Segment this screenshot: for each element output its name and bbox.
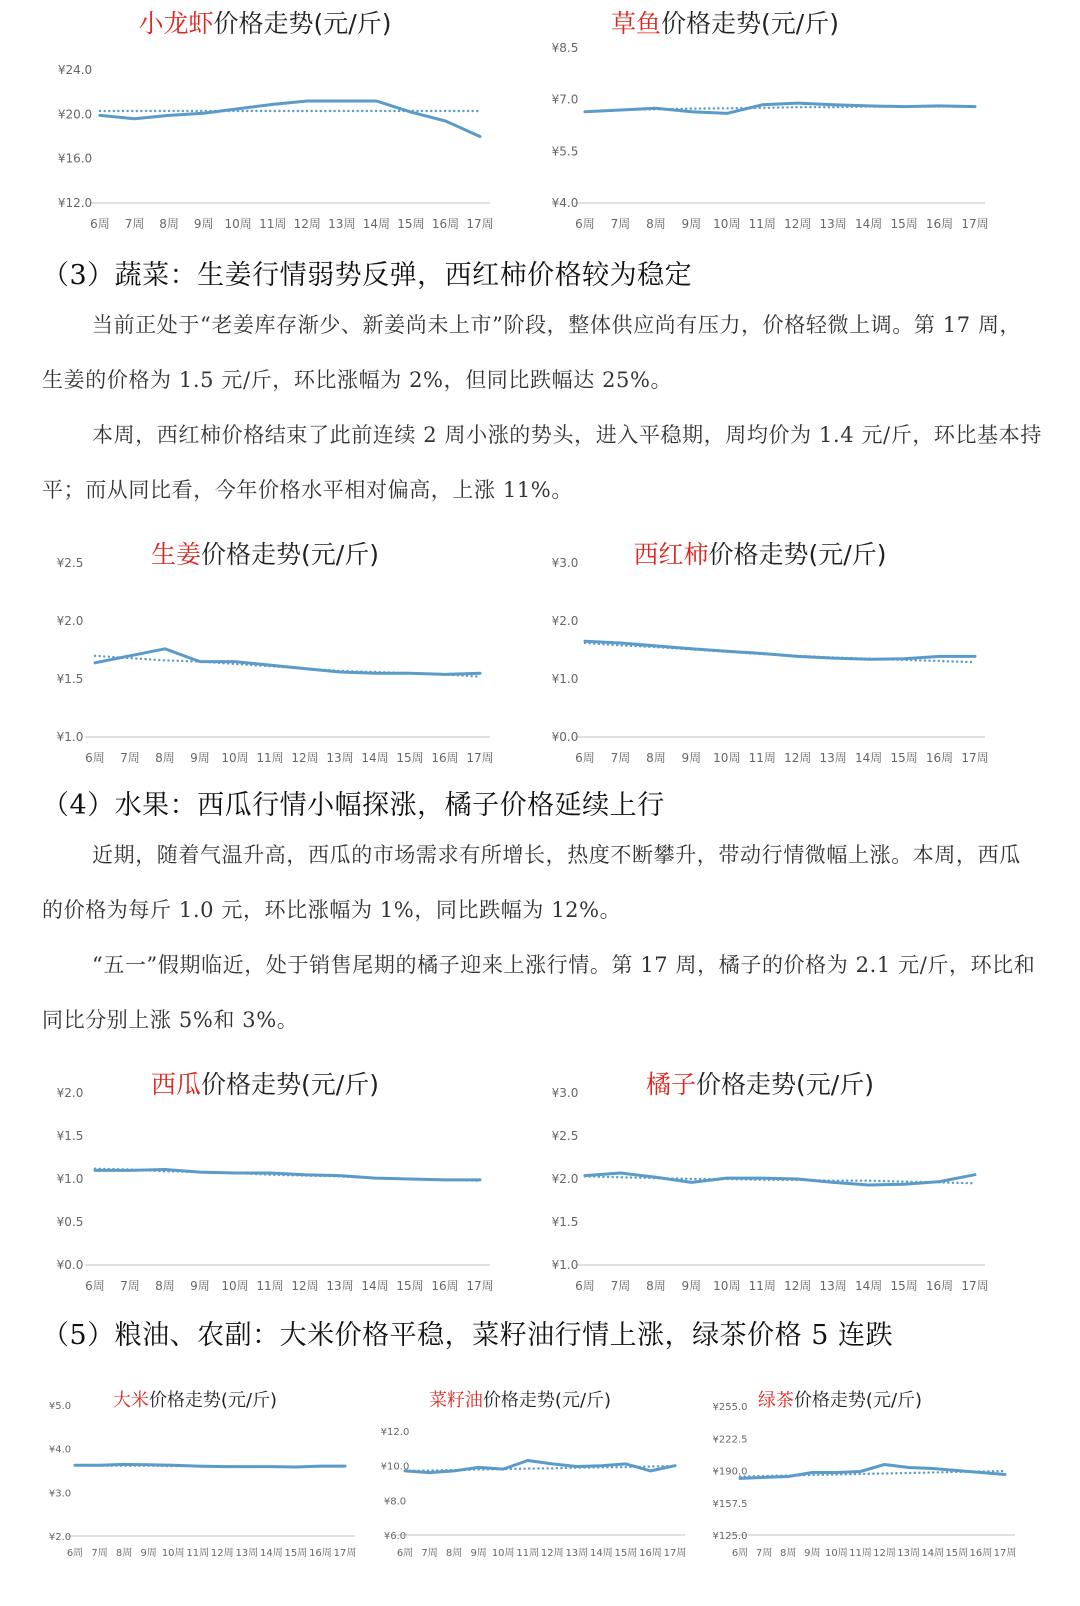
y-tick-label: ¥1.0 <box>56 730 84 744</box>
chart-title-highlight: 绿茶 <box>757 1390 794 1411</box>
x-tick-label: 15周 <box>397 217 425 231</box>
chart-title-rest: 价格走势(元/斤) <box>661 9 839 38</box>
y-tick-label: ¥4.0 <box>48 1444 72 1456</box>
x-tick-label: 7周 <box>421 1548 438 1559</box>
y-tick-label: ¥2.0 <box>551 614 579 628</box>
x-tick-label: 10周 <box>713 1279 741 1293</box>
x-tick-label: 9周 <box>190 1279 210 1293</box>
x-tick-label: 16周 <box>431 751 459 765</box>
x-tick-label: 15周 <box>890 751 918 765</box>
x-tick-label: 10周 <box>221 1279 249 1293</box>
y-tick-label: ¥2.5 <box>56 556 84 570</box>
paragraph-orange: “五一”假期临近，处于销售尾期的橘子迎来上涨行情。第 17 周，橘子的价格为 2.1 元/斤，环比和同比分别上涨 5%和 3%。 <box>42 953 1036 1032</box>
chart-title-highlight: 橘子 <box>646 1070 697 1099</box>
x-tick-label: 9周 <box>193 217 214 231</box>
chart-title-rest: 价格走势(元/斤) <box>148 1390 278 1411</box>
y-tick-label: ¥1.0 <box>551 672 579 686</box>
chart-svg <box>30 1060 500 1303</box>
x-tick-label: 9周 <box>681 217 702 231</box>
x-tick-label: 17周 <box>466 751 494 765</box>
green-tea-price-chart <box>690 1380 1020 1600</box>
x-tick-label: 15周 <box>284 1548 308 1559</box>
y-tick-label: ¥24.0 <box>57 63 93 77</box>
x-tick-label: 17周 <box>961 1279 989 1293</box>
x-tick-label: 6周 <box>90 217 110 231</box>
y-tick-label: ¥3.0 <box>551 556 579 570</box>
x-tick-label: 7周 <box>610 751 631 765</box>
chart-title-rest: 价格走势(元/斤) <box>793 1390 923 1411</box>
y-tick-label: ¥20.0 <box>57 107 93 122</box>
x-tick-label: 12周 <box>784 217 812 231</box>
trend-line <box>405 1466 675 1471</box>
x-tick-label: 11周 <box>186 1548 210 1559</box>
x-tick-label: 8周 <box>646 1279 666 1293</box>
x-tick-label: 17周 <box>993 1548 1017 1559</box>
chart-title <box>151 1070 379 1099</box>
x-tick-label: 10周 <box>713 217 741 231</box>
y-tick-label: ¥2.0 <box>56 1086 84 1100</box>
x-tick-label: 16周 <box>925 751 954 765</box>
y-tick-label: ¥1.5 <box>56 1129 84 1143</box>
x-tick-label: 14周 <box>854 751 883 765</box>
y-tick-label: ¥5.5 <box>551 144 579 159</box>
y-tick-label: ¥10.0 <box>380 1461 410 1473</box>
price-line <box>585 641 975 659</box>
x-tick-label: 11周 <box>748 751 776 765</box>
chart-svg <box>360 1380 690 1600</box>
section-heading-fruits: （4）水果：西瓜行情小幅探涨，橘子价格延续上行 <box>42 790 665 821</box>
x-tick-label: 11周 <box>256 1279 284 1293</box>
x-tick-label: 16周 <box>925 217 954 231</box>
y-tick-label: ¥255.0 <box>712 1402 748 1413</box>
x-tick-label: 8周 <box>646 751 666 765</box>
y-tick-label: ¥2.5 <box>551 1129 579 1143</box>
paragraph-watermelon: 近期，随着气温升高，西瓜的市场需求有所增长，热度不断攀升，带动行情微幅上涨。本周，西瓜的价格为每斤 1.0 元，环比涨幅为 1%，同比跌幅为 12%。 <box>42 843 1021 922</box>
x-tick-label: 16周 <box>639 1548 662 1559</box>
x-tick-label: 14周 <box>361 751 389 765</box>
orange-price-chart <box>525 1060 995 1303</box>
chart-title-highlight: 西红柿 <box>633 540 709 569</box>
x-tick-label: 17周 <box>333 1548 357 1559</box>
chart-svg <box>30 530 500 774</box>
chart-title-rest: 价格走势(元/斤) <box>708 540 887 569</box>
chart-svg <box>690 1380 1020 1600</box>
y-tick-label: ¥222.5 <box>712 1434 748 1446</box>
x-tick-label: 8周 <box>779 1548 797 1559</box>
x-tick-label: 10周 <box>713 751 741 765</box>
x-tick-label: 6周 <box>575 217 595 231</box>
chart-svg <box>525 0 995 242</box>
x-tick-label: 6周 <box>731 1548 749 1559</box>
y-tick-label: ¥0.0 <box>551 730 579 744</box>
x-tick-label: 13周 <box>235 1548 259 1559</box>
y-tick-label: ¥0.5 <box>56 1215 84 1229</box>
x-tick-label: 14周 <box>921 1548 945 1559</box>
x-tick-label: 16周 <box>309 1548 332 1559</box>
ginger-price-chart <box>30 530 500 774</box>
x-tick-label: 7周 <box>755 1548 773 1559</box>
x-tick-label: 14周 <box>362 217 391 231</box>
chart-title <box>634 540 887 569</box>
x-tick-label: 13周 <box>819 751 847 765</box>
y-tick-label: ¥3.0 <box>551 1086 579 1100</box>
price-line <box>585 1173 975 1185</box>
x-tick-label: 17周 <box>466 1279 494 1293</box>
y-tick-label: ¥0.0 <box>56 1258 84 1272</box>
x-tick-label: 16周 <box>969 1548 993 1559</box>
x-tick-label: 15周 <box>396 751 424 765</box>
x-tick-label: 14周 <box>854 1279 883 1293</box>
y-tick-label: ¥1.0 <box>56 1172 84 1186</box>
x-tick-label: 14周 <box>589 1548 613 1559</box>
x-tick-label: 12周 <box>873 1548 896 1559</box>
chart-title-rest: 价格走势(元/斤) <box>696 1070 874 1099</box>
x-tick-label: 13周 <box>819 217 847 231</box>
price-line <box>95 649 480 675</box>
rapeseed-oil-price-chart <box>360 1380 690 1600</box>
x-tick-label: 14周 <box>854 217 883 231</box>
x-tick-label: 8周 <box>155 1279 175 1293</box>
x-tick-label: 12周 <box>210 1548 234 1559</box>
crayfish-price-chart <box>30 0 500 242</box>
x-tick-label: 11周 <box>748 217 776 231</box>
x-tick-label: 12周 <box>784 751 812 765</box>
x-tick-label: 12周 <box>291 1279 319 1293</box>
x-tick-label: 11周 <box>256 751 284 765</box>
x-tick-label: 16周 <box>925 1279 954 1293</box>
y-tick-label: ¥2.0 <box>551 1172 579 1186</box>
x-tick-label: 13周 <box>328 217 356 231</box>
chart-svg <box>525 530 995 774</box>
x-tick-label: 6周 <box>85 1279 105 1293</box>
x-tick-label: 13周 <box>819 1279 847 1293</box>
chart-svg <box>30 1380 360 1600</box>
chart-title-highlight: 大米 <box>112 1390 149 1411</box>
x-tick-label: 15周 <box>614 1548 638 1559</box>
x-tick-label: 10周 <box>824 1548 848 1559</box>
y-tick-label: ¥125.0 <box>712 1531 748 1542</box>
x-tick-label: 9周 <box>140 1548 157 1559</box>
chart-title <box>429 1390 611 1411</box>
section-heading-vegetables: （3）蔬菜：生姜行情弱势反弹，西红柿价格较为稳定 <box>42 260 693 291</box>
y-tick-label: ¥1.0 <box>551 1258 579 1272</box>
rice-price-chart <box>30 1380 360 1600</box>
chart-title-rest: 价格走势(元/斤) <box>201 540 379 569</box>
chart-title <box>611 9 839 38</box>
y-tick-label: ¥4.0 <box>551 196 579 210</box>
x-tick-label: 11周 <box>849 1548 872 1559</box>
section-heading-grain-oil: （5）粮油、农副：大米价格平稳，菜籽油行情上涨，绿茶价格 5 连跌 <box>42 1320 894 1351</box>
paragraph-ginger: 当前正处于“老姜库存渐少、新姜尚未上市”阶段，整体供应尚有压力，价格轻微上调。第 17 周，生姜的价格为 1.5 元/斤，环比涨幅为 2%，但同比跌幅达 25%。 <box>42 313 1022 392</box>
x-tick-label: 15周 <box>396 1279 424 1293</box>
y-tick-label: ¥12.0 <box>57 196 93 210</box>
x-tick-label: 9周 <box>804 1548 821 1559</box>
chart-title <box>151 540 379 569</box>
x-tick-label: 11周 <box>516 1548 540 1559</box>
y-tick-label: ¥2.0 <box>48 1532 72 1543</box>
chart-title-highlight: 西瓜 <box>151 1070 202 1099</box>
x-tick-label: 10周 <box>491 1548 515 1559</box>
x-tick-label: 13周 <box>326 751 354 765</box>
x-tick-label: 6周 <box>85 751 105 765</box>
x-tick-label: 13周 <box>897 1548 921 1559</box>
y-tick-label: ¥12.0 <box>380 1427 410 1438</box>
x-tick-label: 7周 <box>610 1279 631 1293</box>
price-line <box>585 103 975 113</box>
x-tick-label: 12周 <box>293 217 321 231</box>
x-tick-label: 7周 <box>124 217 145 231</box>
y-tick-label: ¥1.5 <box>551 1215 579 1229</box>
x-tick-label: 7周 <box>120 751 140 765</box>
price-line <box>100 101 480 137</box>
x-tick-label: 8周 <box>115 1548 133 1559</box>
x-tick-label: 17周 <box>961 751 989 765</box>
y-tick-label: ¥5.0 <box>48 1401 72 1412</box>
x-tick-label: 9周 <box>681 1279 702 1293</box>
x-tick-label: 8周 <box>445 1548 463 1559</box>
chart-svg <box>30 0 500 242</box>
y-tick-label: ¥6.0 <box>383 1531 407 1542</box>
x-tick-label: 14周 <box>259 1548 283 1559</box>
tomato-price-chart <box>525 530 995 774</box>
chart-title <box>113 1390 277 1411</box>
y-tick-label: ¥7.0 <box>551 92 579 107</box>
x-tick-label: 6周 <box>575 1279 595 1293</box>
x-tick-label: 10周 <box>221 751 249 765</box>
x-tick-label: 10周 <box>224 217 252 231</box>
x-tick-label: 8周 <box>646 217 666 231</box>
x-tick-label: 17周 <box>663 1548 687 1559</box>
x-tick-label: 9周 <box>190 751 210 765</box>
x-tick-label: 6周 <box>66 1548 84 1559</box>
paragraph-tomato: 本周，西红柿价格结束了此前连续 2 周小涨的势头，进入平稳期，周均价为 1.4 元/斤，环比基本持平；而从同比看，今年价格水平相对偏高，上涨 11%。 <box>42 423 1042 502</box>
y-tick-label: ¥8.5 <box>551 41 579 55</box>
x-tick-label: 17周 <box>466 217 494 231</box>
x-tick-label: 9周 <box>681 751 702 765</box>
x-tick-label: 15周 <box>945 1548 969 1559</box>
x-tick-label: 6周 <box>396 1548 414 1559</box>
chart-title-rest: 价格走势(元/斤) <box>482 1390 612 1411</box>
x-tick-label: 9周 <box>470 1548 487 1559</box>
x-tick-label: 15周 <box>890 217 918 231</box>
x-tick-label: 15周 <box>890 1279 918 1293</box>
chart-title <box>758 1390 922 1411</box>
x-tick-label: 10周 <box>161 1548 185 1559</box>
x-tick-label: 11周 <box>748 1279 776 1293</box>
x-tick-label: 7周 <box>120 1279 140 1293</box>
chart-title-rest: 价格走势(元/斤) <box>201 1070 379 1099</box>
x-tick-label: 8周 <box>155 751 175 765</box>
x-tick-label: 13周 <box>565 1548 589 1559</box>
y-tick-label: ¥190.0 <box>712 1466 748 1478</box>
y-tick-label: ¥16.0 <box>57 151 93 166</box>
chart-title <box>646 1070 874 1099</box>
x-tick-label: 8周 <box>159 217 179 231</box>
y-tick-label: ¥1.5 <box>56 672 84 686</box>
chart-title-highlight: 菜籽油 <box>428 1390 483 1411</box>
x-tick-label: 7周 <box>91 1548 108 1559</box>
chart-title-highlight: 草鱼 <box>611 9 662 38</box>
chart-title-highlight: 小龙虾 <box>138 9 214 38</box>
chart-svg <box>525 1060 995 1303</box>
y-tick-label: ¥8.0 <box>383 1496 407 1508</box>
x-tick-label: 16周 <box>431 1279 459 1293</box>
x-tick-label: 12周 <box>291 751 319 765</box>
x-tick-label: 14周 <box>361 1279 389 1293</box>
x-tick-label: 12周 <box>540 1548 564 1559</box>
y-tick-label: ¥2.0 <box>56 614 84 628</box>
x-tick-label: 7周 <box>610 217 631 231</box>
watermelon-price-chart <box>30 1060 500 1303</box>
x-tick-label: 13周 <box>326 1279 354 1293</box>
grass-carp-price-chart <box>525 0 995 242</box>
x-tick-label: 11周 <box>259 217 287 231</box>
x-tick-label: 6周 <box>575 751 595 765</box>
chart-title-rest: 价格走势(元/斤) <box>213 9 392 38</box>
chart-title-highlight: 生姜 <box>151 540 202 569</box>
x-tick-label: 12周 <box>784 1279 812 1293</box>
chart-title <box>139 9 392 38</box>
y-tick-label: ¥3.0 <box>48 1488 72 1500</box>
y-tick-label: ¥157.5 <box>712 1498 748 1510</box>
x-tick-label: 17周 <box>961 217 989 231</box>
x-tick-label: 16周 <box>431 217 460 231</box>
